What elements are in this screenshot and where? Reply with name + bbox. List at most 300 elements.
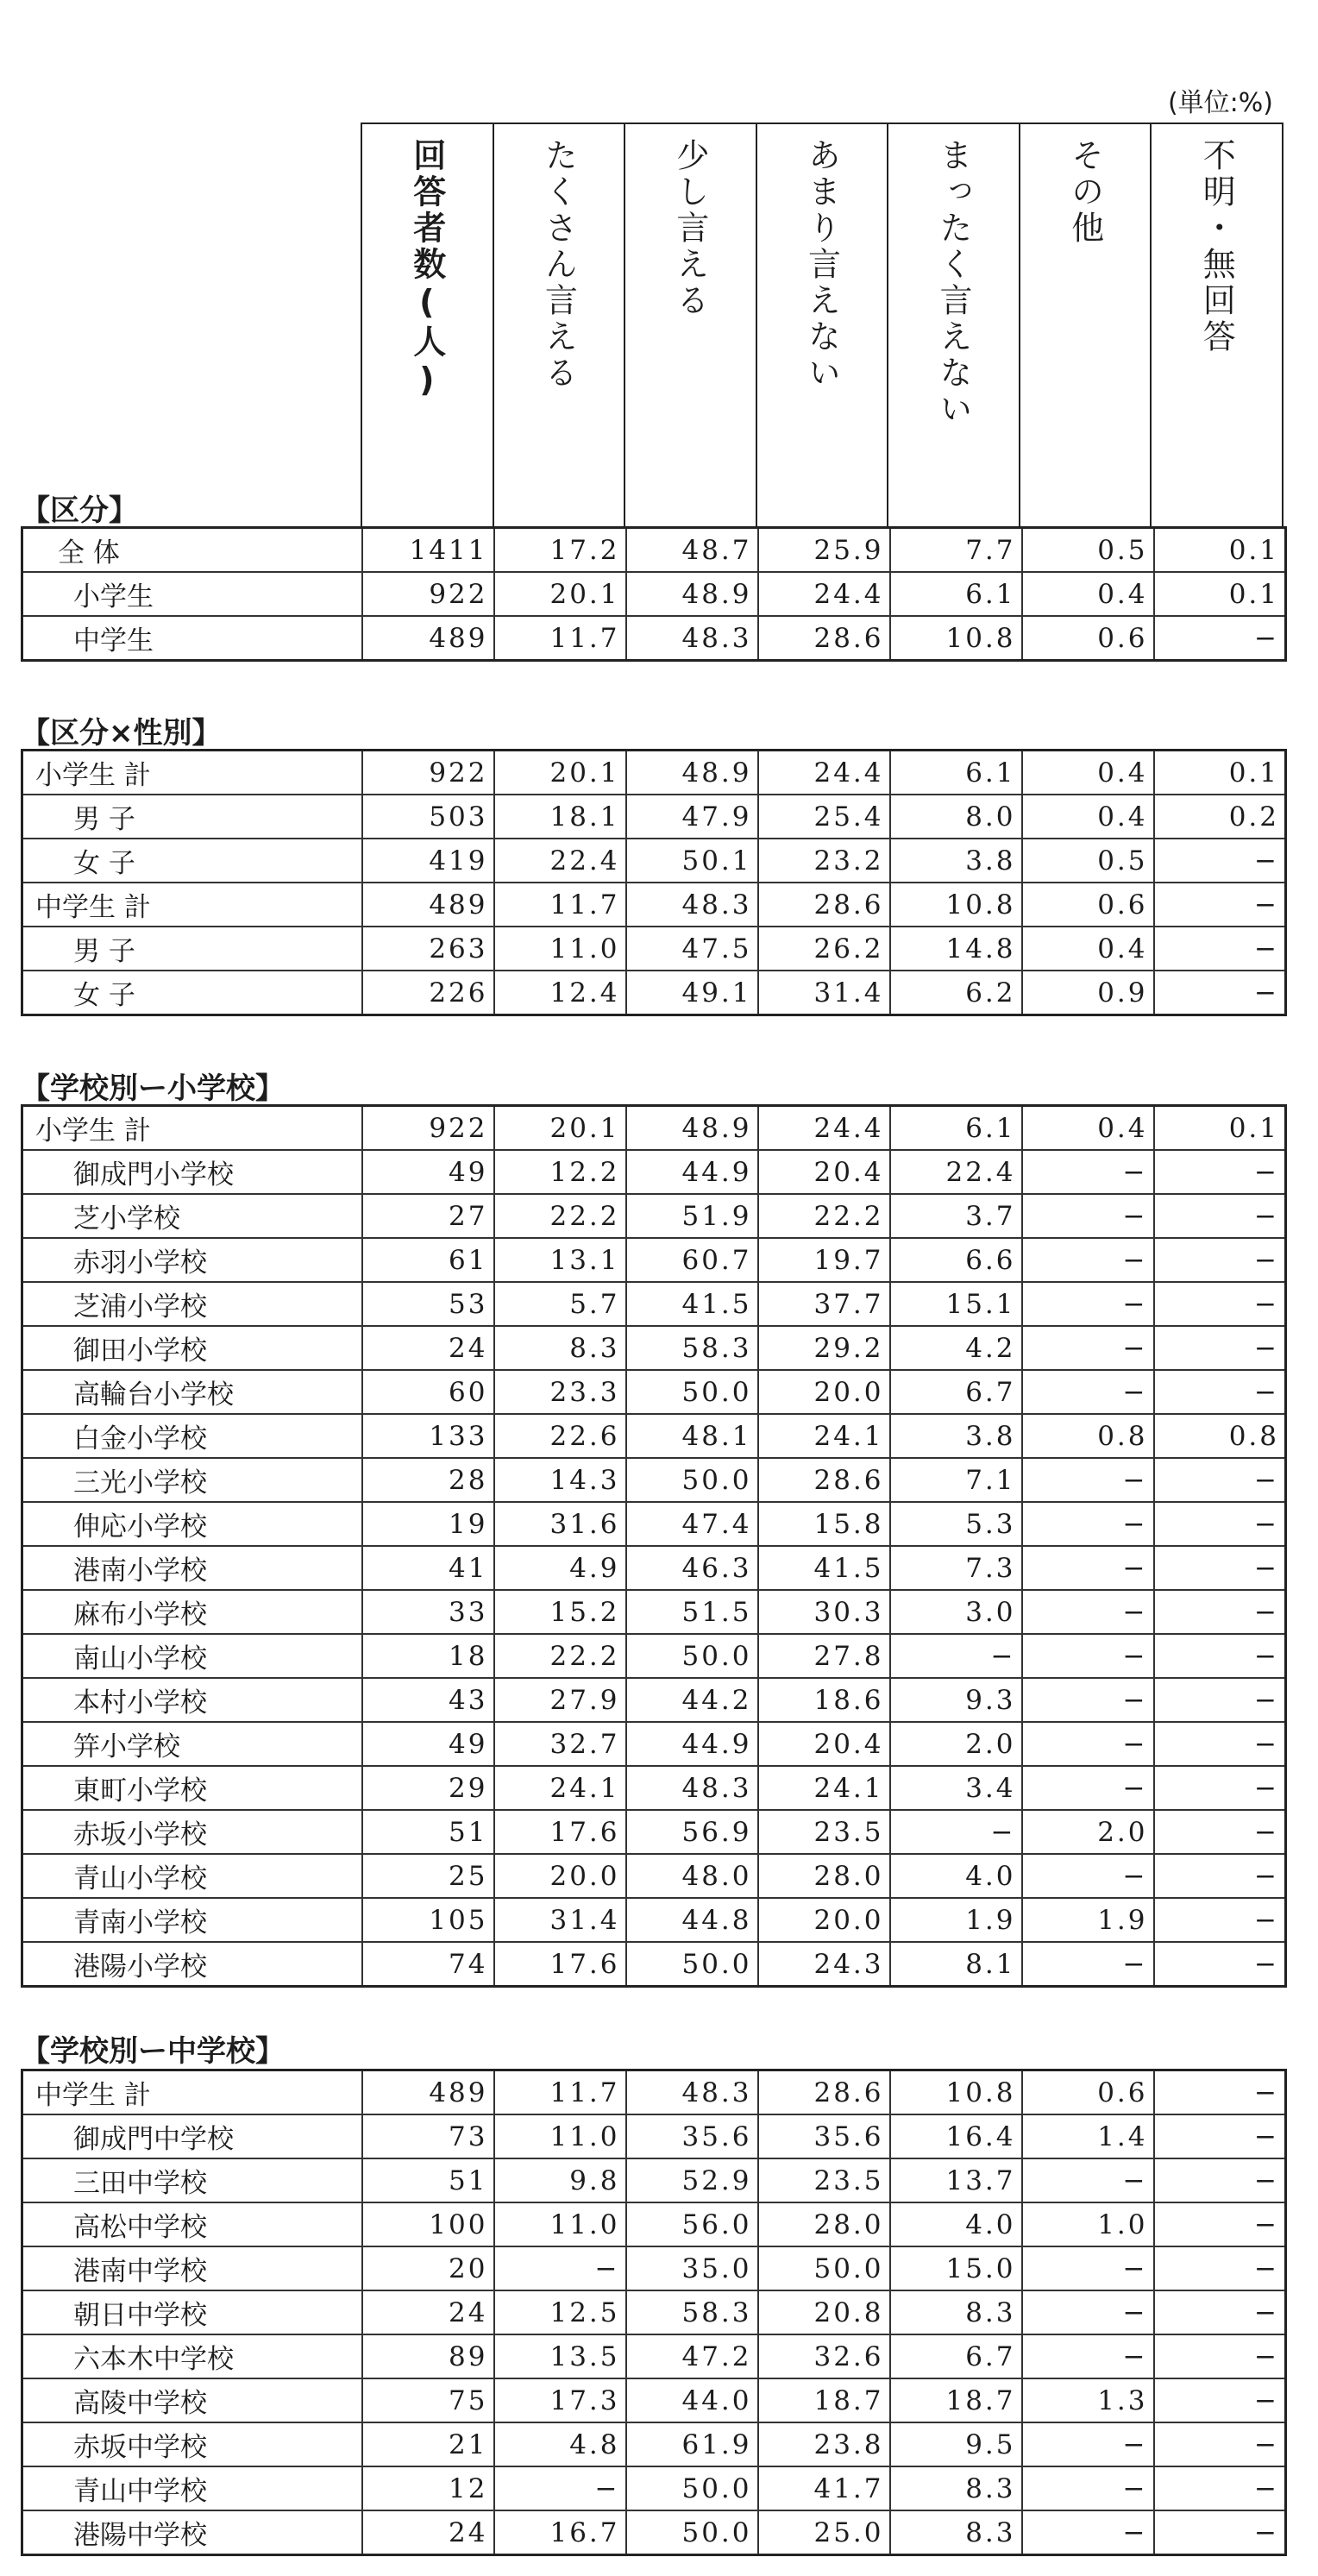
cell-value: 48.3 — [626, 616, 758, 661]
cell-value: − — [1022, 1546, 1154, 1590]
cell-value: 47.4 — [626, 1502, 758, 1546]
cell-value: − — [494, 2466, 626, 2510]
cell-value: 11.0 — [494, 2202, 626, 2246]
cell-value: 1.4 — [1022, 2114, 1154, 2158]
cell-value: 3.0 — [890, 1590, 1022, 1634]
unit-label: (単位:%) — [1167, 88, 1273, 118]
cell-value: 49.1 — [626, 971, 758, 1015]
cell-value: 13.7 — [890, 2158, 1022, 2202]
col-header-unknown — [1151, 123, 1283, 526]
cell-value: 48.3 — [626, 2070, 758, 2115]
data-table — [21, 2069, 1287, 2556]
cell-value: 13.1 — [494, 1238, 626, 1282]
col-header-none — [888, 123, 1020, 526]
cell-value: 0.1 — [1154, 528, 1286, 573]
cell-value: 0.4 — [1022, 927, 1154, 971]
cell-value: 9.8 — [494, 2158, 626, 2202]
row-label: 御成門中学校 — [22, 2114, 362, 2158]
cell-value: 3.4 — [890, 1766, 1022, 1810]
cell-value: 41.7 — [758, 2466, 890, 2510]
cell-value: − — [1154, 927, 1286, 971]
cell-value: 1.9 — [1022, 1898, 1154, 1942]
table-row — [22, 2510, 1286, 2555]
table-row — [22, 751, 1286, 795]
cell-value: 8.3 — [890, 2290, 1022, 2334]
cell-value: 15.0 — [890, 2246, 1022, 2290]
cell-value: 0.1 — [1154, 1106, 1286, 1151]
cell-value: 24.3 — [758, 1942, 890, 1987]
cell-value: − — [1154, 2070, 1286, 2115]
cell-value: 1.3 — [1022, 2378, 1154, 2422]
cell-value: 56.9 — [626, 1810, 758, 1854]
cell-value: − — [1154, 883, 1286, 927]
cell-value: − — [1022, 1766, 1154, 1810]
row-label: 小学生 — [22, 572, 362, 616]
cell-value: 16.7 — [494, 2510, 626, 2555]
cell-value: 47.5 — [626, 927, 758, 971]
cell-value: 31.6 — [494, 1502, 626, 1546]
table-row — [22, 1634, 1286, 1678]
table-row — [22, 1898, 1286, 1942]
cell-value: 0.6 — [1022, 2070, 1154, 2115]
cell-value: 48.9 — [626, 572, 758, 616]
cell-value: 24.4 — [758, 751, 890, 795]
cell-value: 60.7 — [626, 1238, 758, 1282]
cell-value: − — [890, 1634, 1022, 1678]
cell-value: − — [1154, 1810, 1286, 1854]
cell-value: 48.7 — [626, 528, 758, 573]
cell-value: 28.0 — [758, 2202, 890, 2246]
column-header-table — [361, 123, 1283, 526]
cell-value: 1.0 — [1022, 2202, 1154, 2246]
cell-value: 35.0 — [626, 2246, 758, 2290]
cell-value: 60 — [362, 1370, 494, 1414]
row-label: 全 体 — [22, 528, 362, 573]
cell-value: 50.0 — [626, 2510, 758, 2555]
cell-value: 15.8 — [758, 1502, 890, 1546]
section-title: 【学校別ー中学校】 — [21, 2034, 285, 2069]
cell-value: 6.2 — [890, 971, 1022, 1015]
cell-value: 14.8 — [890, 927, 1022, 971]
cell-value: 10.8 — [890, 2070, 1022, 2115]
cell-value: 56.0 — [626, 2202, 758, 2246]
cell-value: 0.1 — [1154, 572, 1286, 616]
table-row — [22, 528, 1286, 573]
cell-value: − — [1154, 1370, 1286, 1414]
cell-value: 0.5 — [1022, 528, 1154, 573]
cell-value: 922 — [362, 572, 494, 616]
cell-value: 226 — [362, 971, 494, 1015]
cell-value: 50.0 — [626, 1370, 758, 1414]
row-label: 芝小学校 — [22, 1194, 362, 1238]
cell-value: 0.4 — [1022, 795, 1154, 839]
cell-value: 10.8 — [890, 616, 1022, 661]
cell-value: 4.0 — [890, 1854, 1022, 1898]
cell-value: 20.1 — [494, 751, 626, 795]
cell-value: 7.3 — [890, 1546, 1022, 1590]
cell-value: 27 — [362, 1194, 494, 1238]
cell-value: 89 — [362, 2334, 494, 2378]
section-table-block — [21, 1104, 1285, 1988]
cell-value: − — [1022, 1854, 1154, 1898]
row-label: 伸応小学校 — [22, 1502, 362, 1546]
cell-value: 17.3 — [494, 2378, 626, 2422]
cell-value: 17.6 — [494, 1810, 626, 1854]
cell-value: 24.4 — [758, 572, 890, 616]
cell-value: 30.3 — [758, 1590, 890, 1634]
row-label: 小学生 計 — [22, 1106, 362, 1151]
cell-value: 6.6 — [890, 1238, 1022, 1282]
row-label: 中学生 — [22, 616, 362, 661]
cell-value: 46.3 — [626, 1546, 758, 1590]
cell-value: 263 — [362, 927, 494, 971]
cell-value: − — [1154, 2246, 1286, 2290]
cell-value: 10.8 — [890, 883, 1022, 927]
row-label: 女 子 — [22, 971, 362, 1015]
cell-value: 23.3 — [494, 1370, 626, 1414]
cell-value: 22.6 — [494, 1414, 626, 1458]
table-row — [22, 2158, 1286, 2202]
cell-value: 61.9 — [626, 2422, 758, 2466]
table-row — [22, 1326, 1286, 1370]
cell-value: 6.7 — [890, 2334, 1022, 2378]
cell-value: 20.4 — [758, 1150, 890, 1194]
cell-value: 27.8 — [758, 1634, 890, 1678]
table-row — [22, 1722, 1286, 1766]
cell-value: − — [1154, 839, 1286, 883]
col-header-label: まったく言えない — [934, 138, 973, 428]
cell-value: 49 — [362, 1722, 494, 1766]
cell-value: 35.6 — [626, 2114, 758, 2158]
cell-value: 17.6 — [494, 1942, 626, 1987]
row-label: 三光小学校 — [22, 1458, 362, 1502]
table-row — [22, 1150, 1286, 1194]
row-label: 青山小学校 — [22, 1854, 362, 1898]
cell-value: 44.9 — [626, 1722, 758, 1766]
cell-value: 28 — [362, 1458, 494, 1502]
cell-value: 12.5 — [494, 2290, 626, 2334]
table-row — [22, 1458, 1286, 1502]
cell-value: 20.4 — [758, 1722, 890, 1766]
cell-value: − — [494, 2246, 626, 2290]
table-row — [22, 2114, 1286, 2158]
table-row — [22, 2422, 1286, 2466]
section-title: 【学校別ー小学校】 — [21, 1071, 285, 1106]
table-row — [22, 971, 1286, 1015]
row-label: 港陽中学校 — [22, 2510, 362, 2555]
cell-value: − — [1022, 1194, 1154, 1238]
row-label: 赤羽小学校 — [22, 1238, 362, 1282]
table-row — [22, 2070, 1286, 2115]
table-row — [22, 1502, 1286, 1546]
cell-value: 24.1 — [494, 1766, 626, 1810]
row-label: 麻布小学校 — [22, 1590, 362, 1634]
cell-value: 0.4 — [1022, 572, 1154, 616]
cell-value: 50.0 — [626, 1942, 758, 1987]
cell-value: 3.8 — [890, 839, 1022, 883]
row-label: 男 子 — [22, 795, 362, 839]
cell-value: − — [1154, 2158, 1286, 2202]
table-row — [22, 2334, 1286, 2378]
col-header-label: 少し言える — [670, 138, 709, 319]
cell-value: 18.7 — [758, 2378, 890, 2422]
table-row — [22, 2290, 1286, 2334]
cell-value: 23.5 — [758, 1810, 890, 1854]
table-row — [22, 616, 1286, 661]
cell-value: 489 — [362, 616, 494, 661]
cell-value: 9.5 — [890, 2422, 1022, 2466]
cell-value: 41.5 — [758, 1546, 890, 1590]
cell-value: 503 — [362, 795, 494, 839]
cell-value: 100 — [362, 2202, 494, 2246]
cell-value: 29 — [362, 1766, 494, 1810]
cell-value: 22.4 — [494, 839, 626, 883]
cell-value: − — [1022, 2158, 1154, 2202]
table-row — [22, 1414, 1286, 1458]
cell-value: 24.1 — [758, 1414, 890, 1458]
table-row — [22, 1106, 1286, 1151]
cell-value: − — [1154, 1766, 1286, 1810]
cell-value: 51 — [362, 1810, 494, 1854]
cell-value: − — [1022, 2334, 1154, 2378]
cell-value: 15.1 — [890, 1282, 1022, 1326]
cell-value: 28.6 — [758, 616, 890, 661]
cell-value: 53 — [362, 1282, 494, 1326]
row-label: 六本木中学校 — [22, 2334, 362, 2378]
cell-value: 6.1 — [890, 751, 1022, 795]
cell-value: 4.0 — [890, 2202, 1022, 2246]
cell-value: 24 — [362, 2510, 494, 2555]
table-row — [22, 1282, 1286, 1326]
row-label: 高陵中学校 — [22, 2378, 362, 2422]
cell-value: 22.4 — [890, 1150, 1022, 1194]
cell-value: 8.1 — [890, 1942, 1022, 1987]
cell-value: 6.7 — [890, 1370, 1022, 1414]
cell-value: − — [1154, 1282, 1286, 1326]
data-table — [21, 526, 1287, 662]
cell-value: − — [1154, 1502, 1286, 1546]
table-row — [22, 839, 1286, 883]
cell-value: 23.5 — [758, 2158, 890, 2202]
cell-value: 51 — [362, 2158, 494, 2202]
row-label: 中学生 計 — [22, 883, 362, 927]
cell-value: 26.2 — [758, 927, 890, 971]
cell-value: − — [1154, 1898, 1286, 1942]
cell-value: 44.2 — [626, 1678, 758, 1722]
section-table-block — [21, 749, 1285, 1016]
cell-value: 19.7 — [758, 1238, 890, 1282]
cell-value: 5.3 — [890, 1502, 1022, 1546]
cell-value: 2.0 — [1022, 1810, 1154, 1854]
cell-value: 0.9 — [1022, 971, 1154, 1015]
table-row — [22, 2466, 1286, 2510]
cell-value: − — [1154, 2290, 1286, 2334]
cell-value: − — [1154, 616, 1286, 661]
cell-value: 44.0 — [626, 2378, 758, 2422]
cell-value: 58.3 — [626, 1326, 758, 1370]
cell-value: 7.1 — [890, 1458, 1022, 1502]
row-label: 芝浦小学校 — [22, 1282, 362, 1326]
cell-value: − — [1154, 2466, 1286, 2510]
table-row — [22, 2378, 1286, 2422]
cell-value: 1.9 — [890, 1898, 1022, 1942]
col-header-label: その他 — [1065, 138, 1104, 247]
cell-value: 22.2 — [494, 1634, 626, 1678]
cell-value: 35.6 — [758, 2114, 890, 2158]
section-table-block — [21, 526, 1285, 662]
row-label: 赤坂中学校 — [22, 2422, 362, 2466]
cell-value: 73 — [362, 2114, 494, 2158]
cell-value: 8.3 — [890, 2466, 1022, 2510]
cell-value: 43 — [362, 1678, 494, 1722]
section-title: 【区分】 — [21, 493, 138, 528]
cell-value: 24.4 — [758, 1106, 890, 1151]
table-row — [22, 795, 1286, 839]
cell-value: 2.0 — [890, 1722, 1022, 1766]
cell-value: 50.1 — [626, 839, 758, 883]
cell-value: 50.0 — [626, 1458, 758, 1502]
cell-value: 4.9 — [494, 1546, 626, 1590]
cell-value: 11.0 — [494, 2114, 626, 2158]
col-header-respondents — [361, 123, 493, 526]
table-row — [22, 1194, 1286, 1238]
cell-value: 44.9 — [626, 1150, 758, 1194]
cell-value: 105 — [362, 1898, 494, 1942]
row-label: 女 子 — [22, 839, 362, 883]
row-label: 東町小学校 — [22, 1766, 362, 1810]
col-header-other — [1020, 123, 1152, 526]
row-label: 高松中学校 — [22, 2202, 362, 2246]
cell-value: 51.5 — [626, 1590, 758, 1634]
cell-value: 48.1 — [626, 1414, 758, 1458]
cell-value: 0.8 — [1022, 1414, 1154, 1458]
cell-value: 4.8 — [494, 2422, 626, 2466]
cell-value: 20.1 — [494, 1106, 626, 1151]
table-row — [22, 1590, 1286, 1634]
row-label: 港陽小学校 — [22, 1942, 362, 1987]
row-label: 三田中学校 — [22, 2158, 362, 2202]
cell-value: 20.0 — [758, 1898, 890, 1942]
cell-value: 23.8 — [758, 2422, 890, 2466]
cell-value: 14.3 — [494, 1458, 626, 1502]
table-row — [22, 1678, 1286, 1722]
cell-value: 28.0 — [758, 1854, 890, 1898]
cell-value: 20 — [362, 2246, 494, 2290]
row-label: 青山中学校 — [22, 2466, 362, 2510]
cell-value: − — [1022, 1942, 1154, 1987]
cell-value: 51.9 — [626, 1194, 758, 1238]
col-header-some — [624, 123, 756, 526]
row-label: 御田小学校 — [22, 1326, 362, 1370]
cell-value: − — [1154, 1722, 1286, 1766]
row-label: 港南小学校 — [22, 1546, 362, 1590]
cell-value: 33 — [362, 1590, 494, 1634]
cell-value: − — [1154, 2334, 1286, 2378]
row-label: 赤坂小学校 — [22, 1810, 362, 1854]
cell-value: − — [1154, 1238, 1286, 1282]
column-header — [361, 123, 1283, 526]
cell-value: 24.1 — [758, 1766, 890, 1810]
cell-value: 3.8 — [890, 1414, 1022, 1458]
cell-value: 18.6 — [758, 1678, 890, 1722]
cell-value: 31.4 — [758, 971, 890, 1015]
table-row — [22, 572, 1286, 616]
cell-value: 50.0 — [626, 1634, 758, 1678]
cell-value: 41.5 — [626, 1282, 758, 1326]
cell-value: 22.2 — [494, 1194, 626, 1238]
cell-value: 7.7 — [890, 528, 1022, 573]
cell-value: − — [1022, 1634, 1154, 1678]
cell-value: 25.9 — [758, 528, 890, 573]
cell-value: 22.2 — [758, 1194, 890, 1238]
table-row — [22, 1766, 1286, 1810]
cell-value: 6.1 — [890, 572, 1022, 616]
section-table-block — [21, 2069, 1285, 2556]
cell-value: 18.7 — [890, 2378, 1022, 2422]
cell-value: 18.1 — [494, 795, 626, 839]
section-title: 【区分×性別】 — [21, 716, 222, 751]
cell-value: − — [1022, 2246, 1154, 2290]
col-header-many — [493, 123, 625, 526]
row-label: 白金小学校 — [22, 1414, 362, 1458]
cell-value: 52.9 — [626, 2158, 758, 2202]
cell-value: 922 — [362, 751, 494, 795]
cell-value: 47.9 — [626, 795, 758, 839]
cell-value: − — [1022, 1282, 1154, 1326]
cell-value: 75 — [362, 2378, 494, 2422]
cell-value: − — [1154, 2378, 1286, 2422]
cell-value: 12.2 — [494, 1150, 626, 1194]
cell-value: − — [1154, 1326, 1286, 1370]
cell-value: 20.8 — [758, 2290, 890, 2334]
table-row — [22, 1546, 1286, 1590]
cell-value: 15.2 — [494, 1590, 626, 1634]
cell-value: 50.0 — [758, 2246, 890, 2290]
col-header-label: たくさん言える — [539, 138, 578, 392]
cell-value: 11.7 — [494, 2070, 626, 2115]
cell-value: 48.9 — [626, 1106, 758, 1151]
cell-value: − — [1154, 1458, 1286, 1502]
cell-value: 8.0 — [890, 795, 1022, 839]
cell-value: 31.4 — [494, 1898, 626, 1942]
cell-value: 0.6 — [1022, 883, 1154, 927]
data-table — [21, 749, 1287, 1016]
cell-value: − — [1154, 1150, 1286, 1194]
cell-value: 25.0 — [758, 2510, 890, 2555]
cell-value: 0.4 — [1022, 751, 1154, 795]
cell-value: − — [1022, 1590, 1154, 1634]
row-label: 小学生 計 — [22, 751, 362, 795]
cell-value: 21 — [362, 2422, 494, 2466]
cell-value: 20.1 — [494, 572, 626, 616]
cell-value: 0.8 — [1154, 1414, 1286, 1458]
data-table — [21, 1104, 1287, 1988]
cell-value: − — [1154, 1546, 1286, 1590]
row-label: 高輪台小学校 — [22, 1370, 362, 1414]
cell-value: − — [1154, 1634, 1286, 1678]
cell-value: − — [1022, 1678, 1154, 1722]
cell-value: 3.7 — [890, 1194, 1022, 1238]
table-row — [22, 1942, 1286, 1987]
cell-value: 24 — [362, 2290, 494, 2334]
cell-value: 20.0 — [758, 1370, 890, 1414]
cell-value: − — [1154, 2510, 1286, 2555]
cell-value: 11.0 — [494, 927, 626, 971]
col-header-label: 不明・無回答 — [1197, 138, 1236, 355]
col-header-label: あまり言えない — [802, 138, 841, 392]
cell-value: 25.4 — [758, 795, 890, 839]
cell-value: 48.3 — [626, 1766, 758, 1810]
